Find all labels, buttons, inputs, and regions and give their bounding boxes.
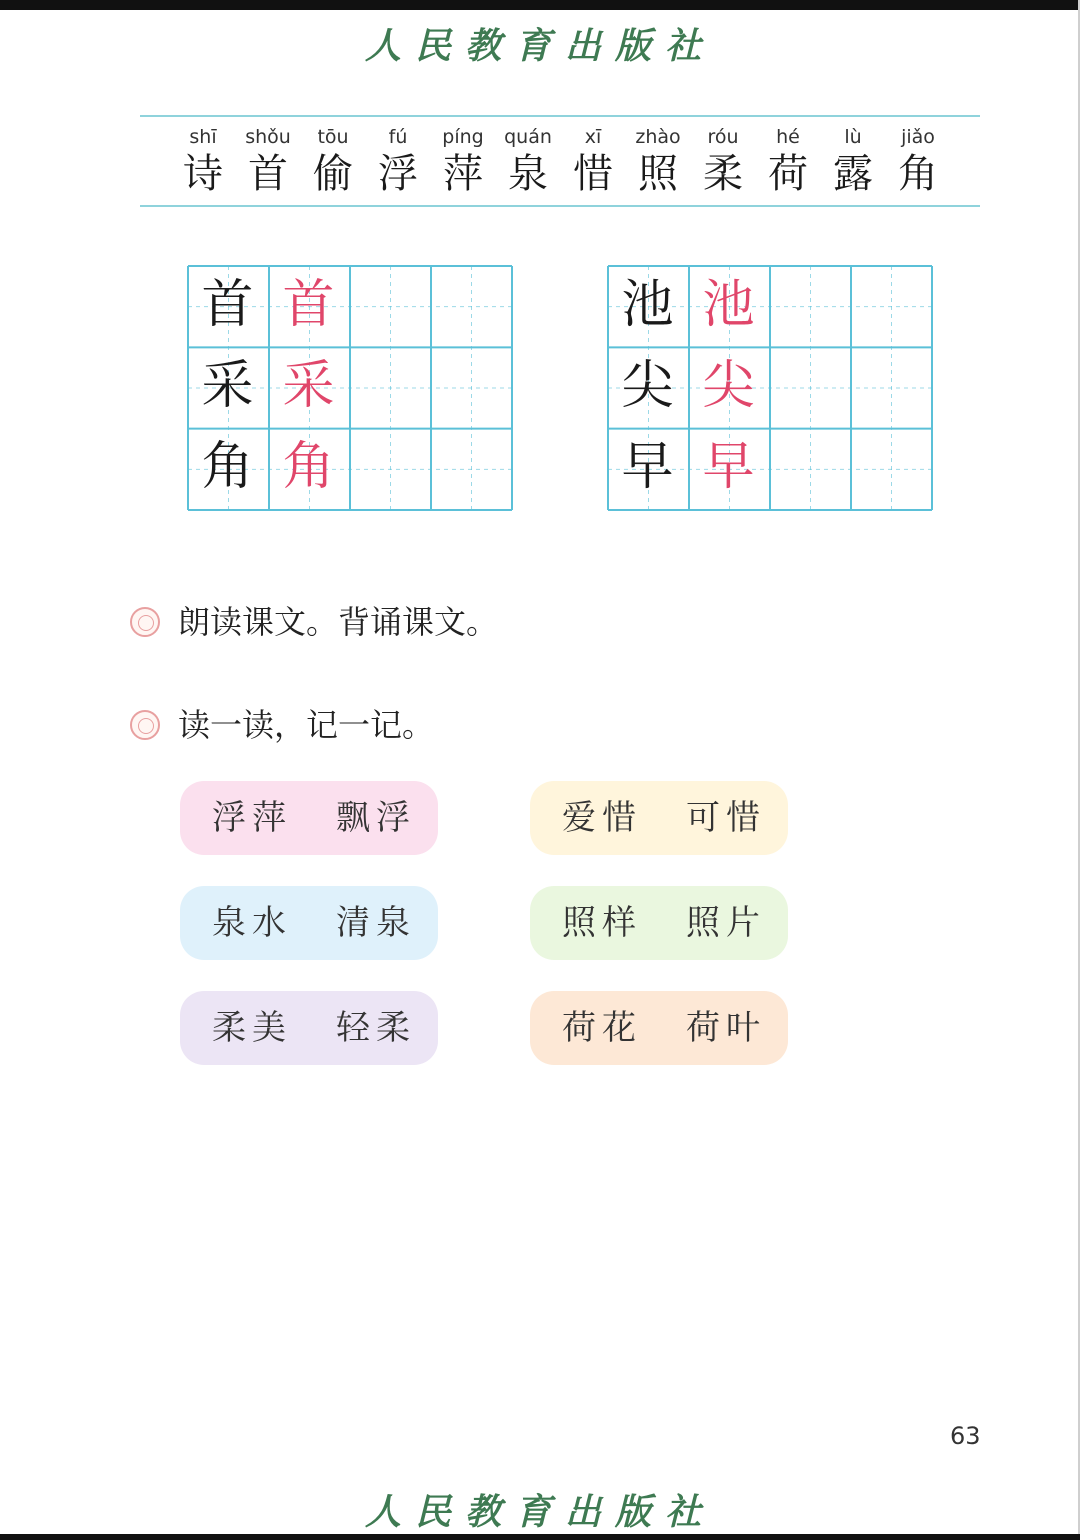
word: 浮萍 bbox=[212, 798, 292, 838]
word: 柔美 bbox=[212, 1008, 292, 1048]
vocab-pinyin: fú bbox=[388, 126, 408, 148]
vocab-item bbox=[560, 124, 626, 198]
vocab-item bbox=[625, 124, 691, 198]
vocab-pinyin: lù bbox=[844, 126, 862, 148]
vocab-item bbox=[495, 124, 561, 198]
vocab-top-rule bbox=[140, 115, 980, 117]
vocab-char: 诗 bbox=[183, 151, 223, 197]
word-pair-card bbox=[180, 991, 438, 1065]
vocab-item bbox=[820, 124, 886, 198]
vocab-pinyin: píng bbox=[442, 126, 484, 148]
vocab-char: 露 bbox=[833, 151, 873, 197]
model-char: 尖 bbox=[621, 356, 674, 416]
vocab-char: 浮 bbox=[378, 151, 418, 197]
word: 照样 bbox=[562, 903, 642, 943]
trace-char: 池 bbox=[702, 275, 755, 335]
vocab-item bbox=[300, 124, 366, 198]
word-pair-card bbox=[180, 781, 438, 855]
trace-char: 角 bbox=[282, 437, 335, 497]
trace-char: 早 bbox=[702, 437, 755, 497]
vocab-item bbox=[430, 124, 496, 198]
vocabulary-strip bbox=[170, 124, 950, 200]
top-border bbox=[0, 0, 1080, 10]
vocab-item bbox=[170, 124, 236, 198]
vocab-char: 惜 bbox=[573, 151, 613, 197]
vocab-char: 角 bbox=[898, 151, 938, 197]
word: 泉水 bbox=[212, 903, 292, 943]
word: 轻柔 bbox=[336, 1008, 416, 1048]
word-pair-card bbox=[530, 886, 788, 960]
vocab-char: 萍 bbox=[443, 151, 483, 197]
vocab-pinyin: quán bbox=[504, 126, 552, 148]
vocab-pinyin: tōu bbox=[317, 126, 349, 148]
bottom-border bbox=[0, 1534, 1080, 1540]
vocab-char: 首 bbox=[248, 151, 288, 197]
task-text: 读一读，记一记。 bbox=[178, 706, 435, 744]
page-number: 63 bbox=[950, 1422, 981, 1450]
seal-icon bbox=[130, 710, 160, 740]
publisher-footer: 人民教育出版社 bbox=[364, 1491, 715, 1533]
vocab-char: 照 bbox=[638, 151, 678, 197]
publisher-header: 人民教育出版社 bbox=[364, 25, 715, 67]
word: 照片 bbox=[686, 903, 766, 943]
vocab-pinyin: xī bbox=[584, 126, 602, 148]
vocab-pinyin: shǒu bbox=[245, 126, 291, 148]
word: 清泉 bbox=[336, 903, 416, 943]
vocab-pinyin: jiǎo bbox=[901, 126, 935, 148]
trace-char: 采 bbox=[282, 356, 335, 416]
model-char: 首 bbox=[201, 275, 254, 335]
word: 飘浮 bbox=[336, 798, 416, 838]
word: 爱惜 bbox=[562, 798, 642, 838]
model-char: 早 bbox=[621, 437, 674, 497]
vocab-item bbox=[365, 124, 431, 198]
vocab-char: 荷 bbox=[768, 151, 808, 197]
vocab-char: 柔 bbox=[703, 151, 743, 197]
writing-grid-left bbox=[187, 265, 513, 511]
word-pair-card bbox=[180, 886, 438, 960]
vocab-pinyin: shī bbox=[189, 126, 217, 148]
vocab-pinyin: hé bbox=[776, 126, 800, 148]
vocab-item bbox=[885, 124, 951, 198]
writing-grid-right bbox=[607, 265, 933, 511]
model-char: 采 bbox=[201, 356, 254, 416]
seal-icon bbox=[130, 607, 160, 637]
vocab-item bbox=[235, 124, 301, 198]
vocab-char: 偷 bbox=[313, 151, 353, 197]
vocab-item bbox=[690, 124, 756, 198]
word: 可惜 bbox=[686, 798, 766, 838]
model-char: 池 bbox=[621, 275, 674, 335]
word-pair-card bbox=[530, 991, 788, 1065]
vocab-bottom-rule bbox=[140, 205, 980, 207]
model-char: 角 bbox=[201, 437, 254, 497]
word-pair-card bbox=[530, 781, 788, 855]
vocab-pinyin: róu bbox=[707, 126, 739, 148]
task-text: 朗读课文。背诵课文。 bbox=[178, 603, 499, 641]
vocab-item bbox=[755, 124, 821, 198]
trace-char: 尖 bbox=[702, 356, 755, 416]
word: 荷花 bbox=[562, 1008, 642, 1048]
vocab-char: 泉 bbox=[508, 151, 548, 197]
trace-char: 首 bbox=[282, 275, 335, 335]
vocab-pinyin: zhào bbox=[635, 126, 681, 148]
word: 荷叶 bbox=[686, 1008, 766, 1048]
